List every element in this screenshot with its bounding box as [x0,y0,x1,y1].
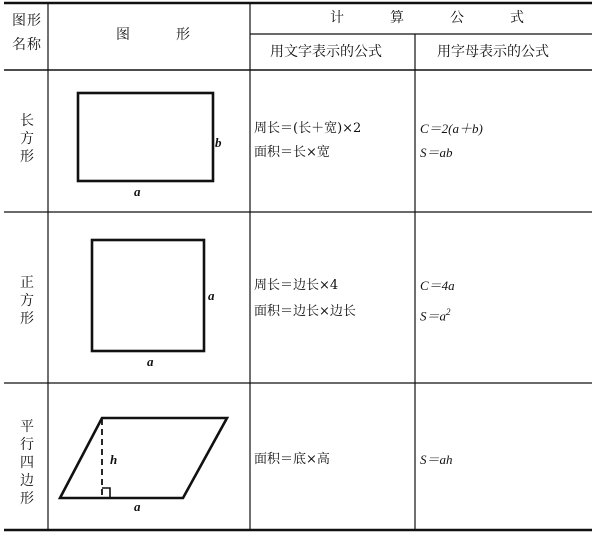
square-figure [84,232,214,357]
header-name-line1: 图形 [12,13,42,29]
rect-letter-perimeter: C＝2(a＋b) [420,121,483,136]
row-name-square: 正方形 [20,275,34,327]
header-calc-2: 算 [390,10,405,26]
rect-letter-area: S＝ab [420,145,453,160]
header-name-line2: 名称 [12,37,42,53]
header-calc-1: 计 [330,10,345,26]
header-calc-4: 式 [510,10,525,26]
rect-text-area: 面积＝长×宽 [254,145,330,160]
parallelogram-figure [55,410,240,510]
row-name-rectangle: 长方形 [20,113,34,165]
square-label-side: a [208,288,215,303]
rect-label-a: a [134,184,141,199]
parallelogram-label-a: a [134,499,141,514]
row-name-parallelogram: 平行四边形 [20,419,34,507]
parallelogram-text-area: 面积＝底×高 [254,452,330,467]
square-text-area: 面积＝边长×边长 [254,304,356,319]
parallelogram-letter-area: S＝ah [420,452,453,467]
header-letter-formula: 用字母表示的公式 [437,44,549,60]
square-label-bottom: a [147,354,154,369]
rectangle-figure [70,85,230,195]
parallelogram-label-h: h [110,452,118,467]
header-figure-2: 形 [176,27,191,43]
square-text-perimeter: 周长＝边长×4 [254,278,339,293]
rect-text-perimeter: 周长＝(长＋宽)×2 [254,121,362,136]
header-text-formula: 用文字表示的公式 [270,44,382,60]
square-letter-perimeter: C＝4a [420,278,455,293]
header-figure-1: 图 [116,27,131,43]
header-calc-3: 公 [450,10,465,26]
rect-label-b: b [215,135,222,150]
square-letter-area: $S=a^2$ [420,307,451,324]
